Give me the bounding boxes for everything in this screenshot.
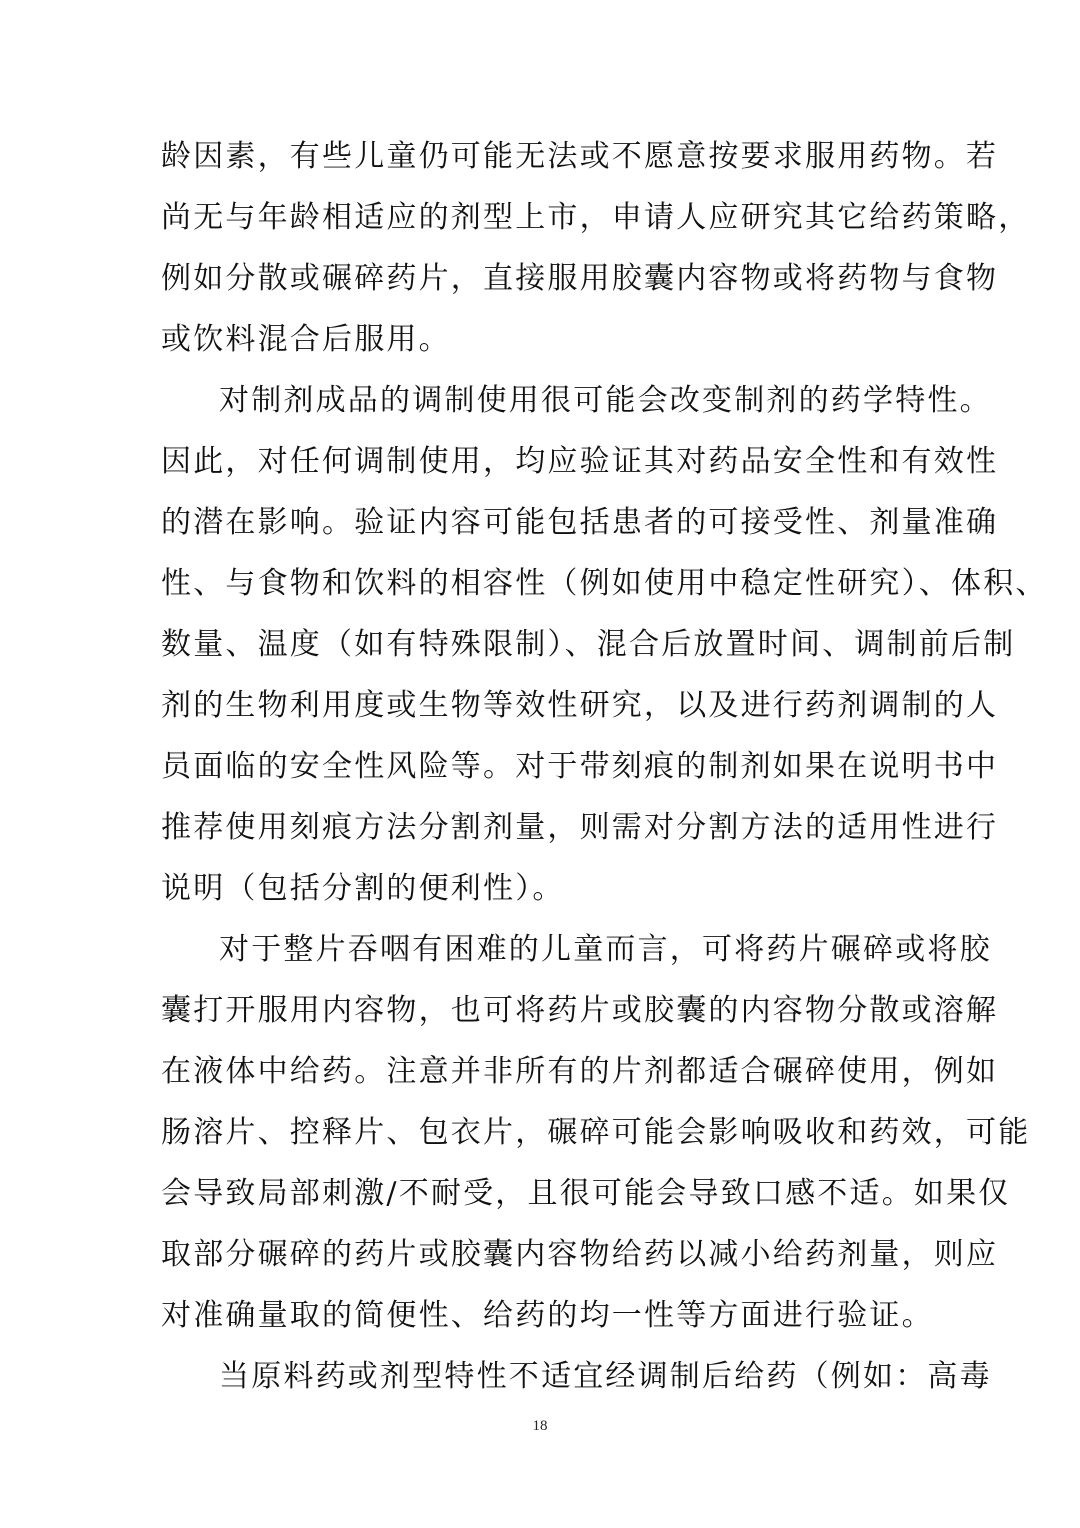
text-line: 推荐使用刻痕方法分割剂量，则需对分割方法的适用性进行 [161, 810, 999, 845]
text-line: 会导致局部刺激/不耐受，且很可能会导致口感不适。如果仅 [161, 1176, 1011, 1211]
text-line: 对准确量取的简便性、给药的均一性等方面进行验证。 [161, 1298, 934, 1333]
body-text [161, 126, 1048, 1407]
text-line: 龄因素，有些儿童仍可能无法或不愿意按要求服用药物。若 [161, 139, 999, 174]
text-line: 性、与食物和饮料的相容性（例如使用中稳定性研究）、体积、 [161, 566, 1048, 601]
text-line: 的潜在影响。验证内容可能包括患者的可接受性、剂量准确 [161, 505, 999, 540]
text-line: 剂的生物利用度或生物等效性研究，以及进行药剂调制的人 [161, 688, 999, 723]
text-line: 当原料药或剂型特性不适宜经调制后给药（例如：高毒 [219, 1359, 992, 1394]
text-line: 囊打开服用内容物，也可将药片或胶囊的内容物分散或溶解 [161, 993, 999, 1028]
text-line: 说明（包括分割的便利性）。 [161, 871, 565, 906]
text-line: 对制剂成品的调制使用很可能会改变制剂的药学特性。 [219, 383, 992, 418]
text-line: 在液体中给药。注意并非所有的片剂都适合碾碎使用，例如 [161, 1054, 999, 1089]
text-line: 取部分碾碎的药片或胶囊内容物给药以减小给药剂量，则应 [161, 1237, 999, 1272]
text-line: 或饮料混合后服用。 [161, 322, 451, 357]
text-line: 尚无与年龄相适应的剂型上市，申请人应研究其它给药策略， [161, 200, 1031, 235]
text-line: 因此，对任何调制使用，均应验证其对药品安全性和有效性 [161, 444, 999, 479]
text-line: 数量、温度（如有特殊限制）、混合后放置时间、调制前后制 [161, 627, 1016, 662]
page-number: 18 [532, 1418, 548, 1434]
text-line: 对于整片吞咽有困难的儿童而言，可将药片碾碎或将胶 [219, 932, 992, 967]
text-line: 例如分散或碾碎药片，直接服用胶囊内容物或将药物与食物 [161, 261, 999, 296]
text-line: 员面临的安全性风险等。对于带刻痕的制剂如果在说明书中 [161, 749, 999, 784]
text-line: 肠溶片、控释片、包衣片，碾碎可能会影响吸收和药效，可能 [161, 1115, 1031, 1150]
